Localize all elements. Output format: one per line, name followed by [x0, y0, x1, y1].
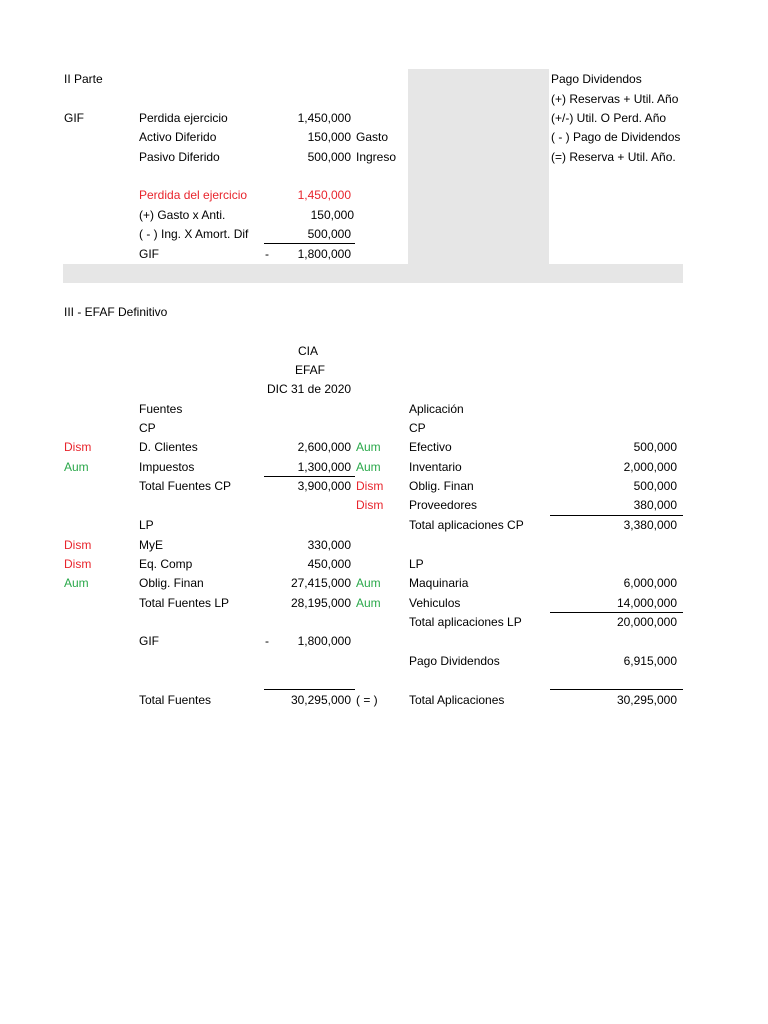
section-title-part2: II Parte	[64, 72, 103, 86]
row-value: 150,000	[307, 130, 351, 144]
row-value: 500,000	[307, 150, 351, 164]
aplic-lp-label: LP	[409, 557, 424, 571]
tag-aum: Aum	[356, 460, 381, 474]
total-fuentes-label: Total Fuentes	[139, 693, 212, 707]
fuente-value: 2,600,000	[297, 440, 351, 454]
total-rule-fuentes	[264, 689, 355, 690]
gif-label: GIF	[139, 634, 159, 648]
aplic-value: 6,000,000	[623, 576, 677, 590]
total-aplic-label: Total Aplicaciones	[409, 693, 505, 707]
aplic-value: 500,000	[633, 440, 677, 454]
header-date: DIC 31 de 2020	[267, 382, 352, 396]
aplicacion-title: Aplicación	[409, 402, 464, 416]
gif-label: GIF	[64, 111, 84, 125]
pago-dividendos-label: Pago Dividendos	[409, 654, 500, 668]
gif-total-sign: -	[265, 247, 269, 261]
total-aplic-lp-label: Total aplicaciones LP	[409, 615, 522, 629]
fuente-label: D. Clientes	[139, 440, 198, 454]
tag-aum: Aum	[64, 460, 89, 474]
header-statement: EFAF	[295, 363, 326, 377]
aplic-label: Vehiculos	[409, 596, 461, 610]
fuentes-title: Fuentes	[139, 402, 183, 416]
row-note: Gasto	[356, 130, 389, 144]
equals-sign: ( = )	[356, 693, 378, 707]
tag-aum: Aum	[64, 576, 89, 590]
aplic-label: Proveedores	[409, 498, 478, 512]
calc-label: Perdida del ejercicio	[139, 188, 248, 202]
sum-rule	[550, 612, 683, 613]
tag-dism: Dism	[356, 498, 384, 512]
aplic-value: 2,000,000	[623, 460, 677, 474]
gif-sign: -	[265, 634, 269, 648]
total-aplic-cp-label: Total aplicaciones CP	[409, 518, 524, 532]
tag-dism: Dism	[356, 479, 384, 493]
calc-label: (+) Gasto x Anti.	[139, 208, 226, 222]
total-fuentes-cp-label: Total Fuentes CP	[139, 479, 232, 493]
aplic-cp-label: CP	[409, 421, 426, 435]
aplic-label: Inventario	[409, 460, 462, 474]
total-aplic-lp-value: 20,000,000	[616, 615, 677, 629]
gif-total-value: 1,800,000	[297, 247, 351, 261]
shaded-row	[63, 264, 683, 283]
total-fuentes-cp-value: 3,900,000	[297, 479, 351, 493]
row-label: Activo Diferido	[139, 130, 217, 144]
row-label: Pasivo Diferido	[139, 150, 220, 164]
header-company: CIA	[298, 344, 319, 358]
calc-value: 150,000	[310, 208, 354, 222]
tag-aum: Aum	[356, 440, 381, 454]
total-fuentes-value: 30,295,000	[290, 693, 351, 707]
section-title-part3: III - EFAF Definitivo	[64, 305, 168, 319]
fuentes-lp-label: LP	[139, 518, 154, 532]
aplic-value: 500,000	[633, 479, 677, 493]
aplic-value: 380,000	[633, 498, 677, 512]
total-fuentes-lp-label: Total Fuentes LP	[139, 596, 230, 610]
total-aplic-cp-value: 3,380,000	[623, 518, 677, 532]
sum-rule	[264, 476, 355, 477]
calc-value: 500,000	[307, 227, 351, 241]
dividendos-line: (=) Reserva + Util. Año.	[551, 150, 676, 164]
sum-rule	[550, 515, 683, 516]
dividendos-line: ( - ) Pago de Dividendos	[551, 130, 681, 144]
calc-value: 1,450,000	[297, 188, 351, 202]
aplic-label: Efectivo	[409, 440, 452, 454]
fuente-label: Impuestos	[139, 460, 195, 474]
tag-aum: Aum	[356, 576, 381, 590]
tag-dism: Dism	[64, 538, 92, 552]
gif-total-label: GIF	[139, 247, 159, 261]
aplic-value: 14,000,000	[616, 596, 677, 610]
dividendos-line: (+) Reservas + Util. Año	[551, 92, 679, 106]
fuente-value: 27,415,000	[290, 576, 351, 590]
dividendos-title: Pago Dividendos	[551, 72, 642, 86]
fuente-label: MyE	[139, 538, 163, 552]
tag-dism: Dism	[64, 557, 92, 571]
gif-value: 1,800,000	[297, 634, 351, 648]
fuente-value: 330,000	[307, 538, 351, 552]
total-aplic-value: 30,295,000	[616, 693, 677, 707]
tag-aum: Aum	[356, 596, 381, 610]
tag-dism: Dism	[64, 440, 92, 454]
aplic-label: Maquinaria	[409, 576, 469, 590]
total-rule-aplic	[550, 689, 683, 690]
shaded-column	[408, 69, 549, 264]
row-label: Perdida ejercicio	[139, 111, 228, 125]
pago-dividendos-value: 6,915,000	[623, 654, 677, 668]
fuentes-cp-label: CP	[139, 421, 156, 435]
dividendos-line: (+/-) Util. O Perd. Año	[551, 111, 667, 125]
row-note: Ingreso	[356, 150, 397, 164]
sum-rule	[264, 243, 355, 244]
calc-label: ( - ) Ing. X Amort. Dif	[139, 227, 249, 241]
fuente-label: Oblig. Finan	[139, 576, 204, 590]
fuente-value: 1,300,000	[297, 460, 351, 474]
fuente-label: Eq. Comp	[139, 557, 193, 571]
row-value: 1,450,000	[297, 111, 351, 125]
fuente-value: 450,000	[307, 557, 351, 571]
aplic-label: Oblig. Finan	[409, 479, 474, 493]
total-fuentes-lp-value: 28,195,000	[290, 596, 351, 610]
